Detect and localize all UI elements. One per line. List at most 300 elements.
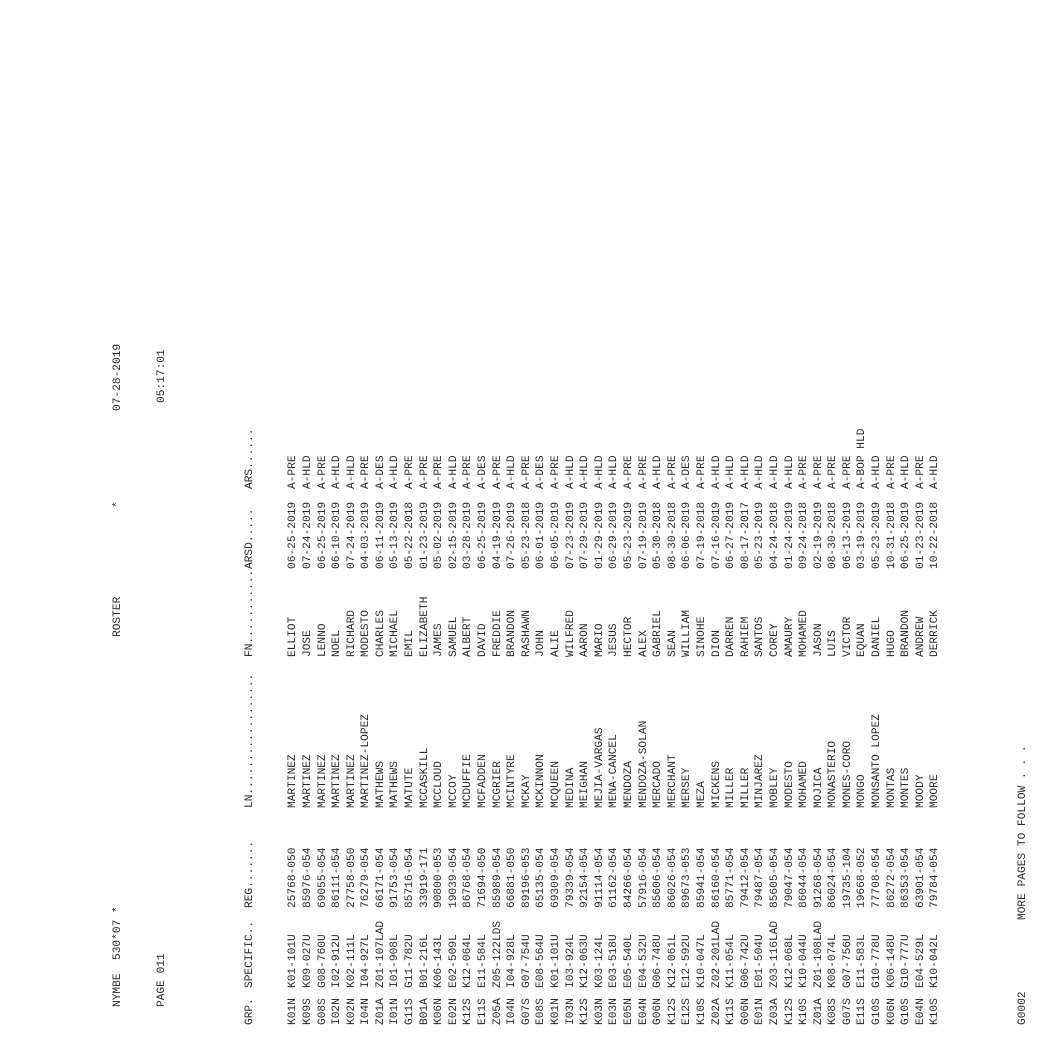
row-grp: Z01A	[374, 998, 387, 1025]
table-row	[505, 335, 520, 1025]
row-ars: A-PRE	[695, 455, 708, 489]
row-reg: 57916-054	[637, 847, 650, 908]
row-reg: 86024-054	[827, 847, 840, 908]
row-ars: A-DES	[681, 455, 694, 489]
row-last-name: MONASTERIO	[827, 740, 840, 808]
footer-note: MORE PAGES TO FOLLOW . . .	[1017, 745, 1029, 920]
row-arsd: 06-25-2019	[287, 501, 300, 569]
row-grp: K02N	[345, 998, 358, 1025]
row-reg: 86026-054	[666, 847, 679, 908]
row-last-name: MENA-CANCEL	[608, 734, 621, 808]
row-reg: 85771-054	[725, 847, 738, 908]
row-first-name: JOSE	[301, 630, 314, 657]
row-last-name: MERCADO	[652, 761, 665, 808]
table-row	[885, 335, 900, 1025]
row-reg: 79487-054	[754, 847, 767, 908]
row-last-name: MATUTE	[404, 767, 417, 808]
header-line-1	[111, 335, 126, 1025]
row-arsd: 10-22-2018	[929, 501, 942, 569]
col-arsd: ARSD.....	[243, 508, 256, 569]
row-reg: 69055-054	[316, 847, 329, 908]
row-first-name: JAMES	[433, 623, 446, 657]
row-last-name: MOHAMED	[798, 761, 811, 808]
table-row	[345, 335, 360, 1025]
row-ars: A-PRE	[550, 455, 562, 489]
row-specific: Z01-108LAD	[812, 920, 825, 988]
row-arsd: 05-23-2019	[622, 501, 635, 569]
row-grp: I04N	[506, 998, 519, 1025]
row-last-name: MATHEWS	[374, 761, 387, 808]
row-specific: G10-777U	[900, 934, 913, 988]
row-reg: 91268-054	[812, 847, 825, 908]
row-specific: K10-042L	[929, 934, 942, 988]
row-specific: E11-583L	[856, 934, 869, 988]
row-first-name: WILFRED	[564, 610, 577, 657]
row-arsd: 02-19-2019	[812, 501, 825, 569]
row-reg: 92154-054	[579, 847, 592, 908]
row-arsd: 03-19-2019	[856, 501, 869, 569]
row-reg: 86111-054	[331, 847, 344, 908]
row-arsd: 07-16-2019	[710, 501, 723, 569]
row-arsd: 10-31-2018	[885, 501, 898, 569]
row-ars: A-PRE	[360, 455, 373, 489]
row-last-name: MENDOZA	[622, 761, 635, 808]
row-specific: K06-148U	[885, 934, 898, 988]
row-first-name: DION	[710, 630, 723, 657]
table-row	[330, 335, 345, 1025]
row-grp: G11S	[404, 998, 417, 1025]
row-reg: 19039-054	[447, 847, 460, 908]
row-specific: Z03-116LAD	[768, 920, 781, 988]
row-last-name: MOODY	[914, 774, 927, 808]
row-first-name: JESUS	[608, 623, 621, 657]
row-reg: 86160-054	[710, 847, 723, 908]
table-row	[403, 335, 418, 1025]
table-row	[374, 335, 389, 1025]
table-row	[680, 335, 695, 1025]
row-first-name: DARREN	[725, 616, 738, 657]
row-reg: 69309-054	[550, 847, 562, 908]
table-row	[826, 335, 841, 1025]
row-first-name: JOHN	[535, 630, 548, 657]
row-first-name: RAHIEM	[739, 616, 752, 657]
row-last-name: MICKENS	[710, 761, 723, 808]
row-specific: K12-063U	[579, 934, 592, 988]
row-grp: Z03A	[768, 998, 781, 1025]
row-grp: G06N	[652, 998, 665, 1025]
table-row	[637, 335, 652, 1025]
row-first-name: MARIO	[593, 623, 606, 657]
row-last-name: MONTES	[900, 767, 913, 808]
table-row	[549, 335, 564, 1025]
row-arsd: 05-13-2019	[389, 501, 402, 569]
row-grp: K01N	[550, 998, 562, 1025]
row-last-name: MATHEWS	[389, 761, 402, 808]
table-row	[855, 335, 870, 1025]
row-reg: 19668-052	[856, 847, 869, 908]
row-first-name: COREY	[768, 623, 781, 657]
row-reg: 63901-054	[914, 847, 927, 908]
row-first-name: ELLIOT	[287, 616, 300, 657]
row-first-name: HUGO	[885, 630, 898, 657]
row-reg: 33919-171	[418, 847, 431, 908]
row-last-name: MARTINEZ	[316, 754, 329, 808]
row-specific: G07-754U	[520, 934, 533, 988]
row-arsd: 06-27-2019	[725, 501, 738, 569]
row-reg: 85606-054	[652, 847, 665, 908]
row-last-name: MERSEY	[681, 767, 694, 808]
row-specific: E04-529L	[914, 934, 927, 988]
row-reg: 91114-054	[593, 847, 606, 908]
row-ars: A-PRE	[798, 455, 811, 489]
table-row	[710, 335, 725, 1025]
row-specific: I02-912U	[331, 934, 344, 988]
row-last-name: MCKINNON	[535, 754, 548, 808]
row-last-name: MARTINEZ	[287, 754, 300, 808]
row-specific: K12-064L	[462, 934, 475, 988]
row-reg: 71694-050	[477, 847, 490, 908]
row-ars: A-PRE	[404, 455, 417, 489]
row-grp: Z05A	[491, 998, 504, 1025]
report-time: 05:17:01	[155, 349, 168, 403]
row-grp: E02N	[447, 998, 460, 1025]
row-arsd: 06-01-2019	[535, 501, 548, 569]
row-ars: A-PRE	[885, 455, 898, 489]
row-grp: G08S	[316, 998, 329, 1025]
row-ars: A-PRE	[316, 455, 329, 489]
row-specific: E03-518U	[608, 934, 621, 988]
row-first-name: RASHAWN	[520, 610, 533, 657]
row-arsd: 05-23-2019	[754, 501, 767, 569]
row-reg: 19735-104	[841, 847, 854, 908]
row-last-name: MCKAY	[520, 774, 533, 808]
row-grp: K09S	[301, 998, 314, 1025]
row-specific: G10-778U	[871, 934, 884, 988]
row-specific: G07-756U	[841, 934, 854, 988]
row-specific: Z05-122LDS	[491, 920, 504, 988]
row-specific: G11-782U	[404, 934, 417, 988]
row-arsd: 06-10-2019	[331, 501, 344, 569]
row-first-name: RICHARD	[345, 610, 358, 657]
row-reg: 77708-054	[871, 847, 884, 908]
row-reg: 66171-054	[374, 847, 387, 908]
row-reg: 79339-054	[564, 847, 577, 908]
row-reg: 86768-054	[462, 847, 475, 908]
row-last-name: MONSANTO LOPEZ	[871, 714, 884, 808]
table-row	[578, 335, 593, 1025]
row-first-name: BRANDON	[506, 610, 519, 657]
row-last-name: MERCHANT	[666, 754, 679, 808]
row-reg: 85976-054	[301, 847, 314, 908]
row-last-name: MCCASKILL	[418, 747, 431, 808]
row-specific: K06-143L	[433, 934, 446, 988]
row-specific: E02-509L	[447, 934, 460, 988]
row-reg: 76279-054	[360, 847, 373, 908]
row-first-name: LUIS	[827, 630, 840, 657]
row-last-name: MCFADDEN	[477, 754, 490, 808]
row-last-name: MOORE	[929, 774, 942, 808]
row-ars: A-PRE	[418, 455, 431, 489]
row-ars: A-HLD	[564, 455, 577, 489]
row-first-name: ELIZABETH	[418, 596, 431, 657]
row-reg: 84266-054	[622, 847, 635, 908]
row-first-name: SANTOS	[754, 616, 767, 657]
row-first-name: GABRIEL	[652, 610, 665, 657]
report-title: ROSTER	[112, 596, 125, 637]
table-row	[461, 335, 476, 1025]
column-headers	[243, 335, 258, 1025]
table-row	[622, 335, 637, 1025]
row-ars: A-PRE	[520, 455, 533, 489]
report-date: 07-28-2019	[112, 343, 125, 411]
row-last-name: MARTINEZ	[301, 754, 314, 808]
row-specific: K02-111L	[345, 934, 358, 988]
row-grp: I04N	[360, 998, 373, 1025]
row-first-name: MICHAEL	[389, 610, 402, 657]
col-grp: GRP.	[243, 998, 256, 1025]
row-specific: I04-927L	[360, 934, 373, 988]
report-id: NYMBE 530*07 *	[112, 906, 125, 1007]
row-specific: G06-748U	[652, 934, 665, 988]
row-ars: A-HLD	[900, 455, 913, 489]
row-specific: K01-101U	[550, 934, 562, 988]
row-reg: 85989-054	[491, 847, 504, 908]
row-grp: K11S	[725, 998, 738, 1025]
row-reg: 86044-054	[798, 847, 811, 908]
row-grp: E04N	[914, 998, 927, 1025]
row-specific: B01-216L	[418, 934, 431, 988]
row-arsd: 06-25-2019	[316, 501, 329, 569]
row-reg: 86353-054	[900, 847, 913, 908]
table-row	[316, 335, 331, 1025]
row-ars: A-PRE	[491, 455, 504, 489]
col-specific: SPECIFIC..	[243, 920, 256, 988]
row-first-name: CHARLES	[374, 610, 387, 657]
row-ars: A-HLD	[768, 455, 781, 489]
row-first-name: ALIE	[550, 630, 562, 657]
row-first-name: ALEX	[637, 630, 650, 657]
table-row	[783, 335, 798, 1025]
row-arsd: 01-23-2019	[418, 501, 431, 569]
row-ars: A-HLD	[506, 455, 519, 489]
row-reg: 79784-054	[929, 847, 942, 908]
row-ars: A-DES	[477, 455, 490, 489]
col-fn: FN...........	[243, 569, 256, 657]
row-grp: B01A	[418, 998, 431, 1025]
header-line-2	[155, 335, 170, 1025]
table-row	[564, 335, 579, 1025]
table-row	[914, 335, 929, 1025]
table-row	[301, 335, 316, 1025]
row-last-name: MENDOZA-SOLAN	[637, 720, 650, 808]
row-reg: 85716-054	[404, 847, 417, 908]
row-first-name: AMAURY	[783, 616, 796, 657]
row-first-name: ALBERT	[462, 616, 475, 657]
row-grp: G06N	[739, 998, 752, 1025]
table-row	[520, 335, 535, 1025]
row-reg: 91753-054	[389, 847, 402, 908]
table-row	[812, 335, 827, 1025]
row-ars: A-HLD	[331, 455, 344, 489]
row-last-name: MILLER	[725, 767, 738, 808]
row-grp: I02N	[331, 998, 344, 1025]
row-first-name: SEAN	[666, 630, 679, 657]
row-grp: K12S	[666, 998, 679, 1025]
table-row	[491, 335, 506, 1025]
col-ln: LN..................	[243, 673, 256, 808]
row-ars: A-HLD	[754, 455, 767, 489]
row-arsd: 06-13-2019	[841, 501, 854, 569]
table-row	[841, 335, 856, 1025]
row-arsd: 07-23-2019	[564, 501, 577, 569]
row-last-name: MARTINEZ	[331, 754, 344, 808]
row-last-name: MOJICA	[812, 767, 825, 808]
row-specific: E11-584L	[477, 934, 490, 988]
row-arsd: 08-17-2017	[739, 501, 752, 569]
row-last-name: MCCLOUD	[433, 761, 446, 808]
row-first-name: EMIL	[404, 630, 417, 657]
row-specific: K01-101U	[287, 934, 300, 988]
row-ars: A-DES	[535, 455, 548, 489]
row-arsd: 04-24-2018	[768, 501, 781, 569]
table-row	[286, 335, 301, 1025]
row-arsd: 08-30-2018	[827, 501, 840, 569]
table-row	[724, 335, 739, 1025]
row-arsd: 04-19-2019	[491, 501, 504, 569]
row-ars: A-PRE	[462, 455, 475, 489]
table-row	[651, 335, 666, 1025]
row-reg: 66881-050	[506, 847, 519, 908]
row-ars: A-HLD	[301, 455, 314, 489]
row-last-name: MCGRIER	[491, 761, 504, 808]
roster-rows	[286, 335, 943, 1025]
row-last-name: MEJIA-VARGAS	[593, 727, 606, 808]
table-row	[607, 335, 622, 1025]
row-reg: 85605-054	[768, 847, 781, 908]
row-reg: 85941-054	[695, 847, 708, 908]
row-grp: Z01A	[812, 998, 825, 1025]
row-first-name: MODESTO	[360, 610, 373, 657]
row-last-name: MCDUFFIE	[462, 754, 475, 808]
row-ars: A-HLD	[579, 455, 592, 489]
row-ars: A-HLD	[608, 455, 621, 489]
row-last-name: MINJAREZ	[754, 754, 767, 808]
table-row	[768, 335, 783, 1025]
row-grp: E04N	[637, 998, 650, 1025]
row-grp: K12S	[462, 998, 475, 1025]
row-arsd: 05-22-2018	[404, 501, 417, 569]
row-first-name: MOHAMED	[798, 610, 811, 657]
row-grp: K10S	[929, 998, 942, 1025]
row-specific: K12-068L	[783, 934, 796, 988]
table-row	[418, 335, 433, 1025]
row-grp: E12S	[681, 998, 694, 1025]
row-grp: E03N	[608, 998, 621, 1025]
row-specific: I03-924L	[564, 934, 577, 988]
row-last-name: MOBLEY	[768, 767, 781, 808]
table-row	[870, 335, 885, 1025]
row-ars: A-PRE	[433, 455, 446, 489]
row-arsd: 05-23-2019	[871, 501, 884, 569]
table-row	[388, 335, 403, 1025]
row-ars: A-BOP HLD	[856, 428, 869, 489]
row-grp: E05N	[622, 998, 635, 1025]
row-specific: G08-760U	[316, 934, 329, 988]
row-last-name: MARTINEZ-LOPEZ	[360, 714, 373, 808]
row-reg: 25768-050	[287, 847, 300, 908]
row-grp: K01N	[287, 998, 300, 1025]
row-grp: K08S	[827, 998, 840, 1025]
row-last-name: MCCOY	[447, 774, 460, 808]
row-arsd: 06-29-2019	[608, 501, 621, 569]
row-arsd: 05-02-2019	[433, 501, 446, 569]
row-arsd: 06-11-2019	[374, 501, 387, 569]
row-first-name: DAVID	[477, 623, 490, 657]
row-specific: E08-564U	[535, 934, 548, 988]
row-grp: K12S	[783, 998, 796, 1025]
row-last-name: MONTAS	[885, 767, 898, 808]
row-reg: 27758-050	[345, 847, 358, 908]
row-specific: Z02-201LAD	[710, 920, 723, 988]
row-first-name: SINOHE	[695, 616, 708, 657]
row-arsd: 06-05-2019	[550, 501, 562, 569]
row-ars: A-HLD	[739, 455, 752, 489]
page-number: PAGE 011	[155, 953, 168, 1007]
row-ars: A-HLD	[783, 455, 796, 489]
row-arsd: 07-19-2018	[695, 501, 708, 569]
row-arsd: 01-29-2019	[593, 501, 606, 569]
row-arsd: 08-30-2018	[666, 501, 679, 569]
table-row	[739, 335, 754, 1025]
table-row	[359, 335, 374, 1025]
row-ars: A-HLD	[389, 455, 402, 489]
row-arsd: 07-19-2019	[637, 501, 650, 569]
row-grp: E11S	[477, 998, 490, 1025]
row-reg: 86272-054	[885, 847, 898, 908]
row-grp: K10S	[695, 998, 708, 1025]
row-first-name: AARON	[579, 623, 592, 657]
row-ars: A-PRE	[637, 455, 650, 489]
row-grp: K10S	[798, 998, 811, 1025]
row-ars: A-HLD	[725, 455, 738, 489]
row-first-name: BRANDON	[900, 610, 913, 657]
row-first-name: DERRICK	[929, 610, 942, 657]
row-ars: A-HLD	[710, 455, 723, 489]
row-ars: A-DES	[374, 455, 387, 489]
row-last-name: MILLER	[739, 767, 752, 808]
row-ars: A-PRE	[666, 455, 679, 489]
row-specific: K09-027U	[301, 934, 314, 988]
row-last-name: MEIGHAN	[579, 761, 592, 808]
row-arsd: 01-24-2019	[783, 501, 796, 569]
row-specific: K03-124L	[593, 934, 606, 988]
row-reg: 89673-053	[681, 847, 694, 908]
row-last-name: MEZA	[695, 781, 708, 808]
row-last-name: MCINTYRE	[506, 754, 519, 808]
row-arsd: 05-30-2018	[652, 501, 665, 569]
row-grp: K03N	[593, 998, 606, 1025]
row-arsd: 06-06-2019	[681, 501, 694, 569]
row-arsd: 06-25-2019	[900, 501, 913, 569]
row-grp: G07S	[520, 998, 533, 1025]
row-arsd: 09-24-2018	[798, 501, 811, 569]
row-specific: G06-742U	[739, 934, 752, 988]
row-ars: A-HLD	[447, 455, 460, 489]
table-row	[666, 335, 681, 1025]
row-last-name: MCQUEEN	[550, 761, 562, 808]
row-specific: I01-908L	[389, 934, 402, 988]
row-ars: A-HLD	[652, 455, 665, 489]
